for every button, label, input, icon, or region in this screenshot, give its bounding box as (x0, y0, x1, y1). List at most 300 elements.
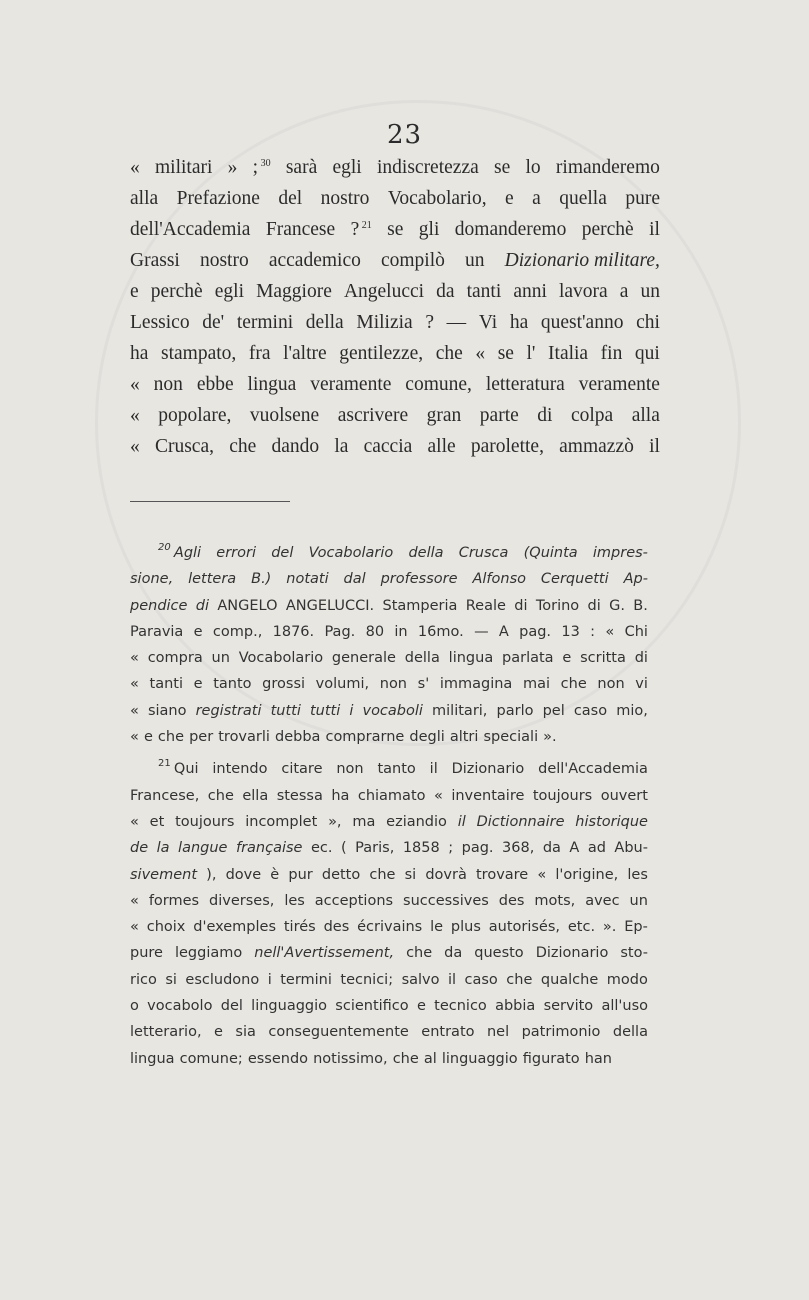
text-line (130, 276, 660, 307)
word: un (629, 892, 648, 909)
word: non (336, 761, 364, 778)
word: « (130, 157, 140, 178)
word: intendo (212, 761, 268, 778)
word: speciali (483, 729, 539, 746)
word: di (514, 597, 528, 614)
word: conseguentemente (268, 1024, 409, 1041)
word: patrimonio (521, 1024, 601, 1041)
word: di (537, 405, 553, 426)
word: Vocabolario, (387, 188, 487, 209)
word: Dictionnaire (476, 813, 565, 830)
word: il (429, 761, 438, 778)
word: autorisés, (488, 919, 561, 936)
word: a (532, 188, 541, 209)
footnote-line (130, 593, 648, 619)
footnote-line (130, 698, 648, 724)
word: tirés (283, 919, 316, 936)
word: l'altre (283, 343, 327, 364)
word: linguaggio (251, 998, 328, 1015)
footnote-line (130, 940, 648, 966)
word: inventaire (451, 787, 525, 804)
text-line (130, 369, 660, 400)
word: la (156, 840, 170, 857)
word: non (379, 676, 408, 693)
footnotes (130, 540, 648, 1072)
word: figurato (522, 1050, 580, 1067)
word: : (590, 623, 596, 640)
word: « (475, 343, 486, 364)
footnote-line (130, 566, 648, 592)
word: Maggiore (256, 281, 332, 302)
word: de (130, 840, 149, 857)
word: il (457, 813, 466, 830)
word: mai (522, 676, 551, 693)
word: ascrivere (337, 405, 409, 426)
word: choix (146, 919, 186, 936)
word: notissimo, (313, 1050, 388, 1067)
word: che (392, 1050, 419, 1067)
word: letteratura (485, 374, 565, 395)
word: indiscretezza (376, 157, 479, 178)
word: i (267, 971, 272, 988)
word: ha (130, 343, 149, 364)
word: non (153, 374, 183, 395)
word: alle (427, 436, 456, 457)
word: che (435, 343, 463, 364)
word: dell'Accademia (538, 761, 648, 778)
word: des (323, 919, 350, 936)
word: « (605, 623, 615, 640)
word: il (447, 971, 457, 988)
word: compra (147, 650, 203, 667)
text-line (130, 400, 660, 431)
word: ( (341, 840, 347, 857)
word: dando (271, 436, 320, 457)
word: lettera (188, 571, 237, 588)
word: scientifico (335, 998, 409, 1015)
word: Paris, (355, 840, 395, 857)
word: comprarne (325, 729, 405, 746)
text-line (130, 338, 660, 369)
word: et (149, 813, 165, 830)
word: Stamperia (382, 597, 458, 614)
footnote-mark: 20 (158, 542, 174, 553)
word: tanto (377, 761, 416, 778)
word: della (408, 545, 444, 561)
word: Prefazione (176, 188, 260, 209)
word: militari, (432, 702, 488, 719)
word: e (562, 650, 572, 667)
word: per (189, 729, 214, 746)
word: parlata (502, 650, 554, 667)
word: veramente (310, 374, 392, 395)
word: e (143, 729, 153, 746)
word: il (649, 219, 660, 240)
word: caso (464, 971, 498, 988)
word: l'origine, (555, 866, 619, 883)
word: A (498, 623, 509, 640)
text-line (130, 431, 660, 462)
word: d'exemples (193, 919, 276, 936)
word: del (278, 188, 303, 209)
word: pure (625, 188, 660, 209)
word: salvo (401, 971, 440, 988)
word: mio, (616, 702, 648, 719)
word: Grassi (130, 250, 180, 271)
word: citare (281, 761, 323, 778)
word: Ap- (623, 571, 648, 588)
word: Crusca, (154, 436, 214, 457)
word: questo (474, 945, 524, 962)
word: « (130, 729, 139, 746)
word: ella (242, 787, 269, 804)
word: ), (206, 866, 217, 883)
word: registrati (195, 702, 262, 719)
word: sione, (130, 571, 174, 588)
word: B.) (251, 571, 272, 588)
word: da (444, 945, 463, 962)
word: domanderemo (454, 219, 567, 240)
text-line (130, 307, 660, 338)
word: letterario, (130, 1024, 202, 1041)
word: che (229, 436, 257, 457)
word: che (157, 729, 185, 746)
word: ». (602, 919, 617, 936)
word: qui (634, 343, 660, 364)
word: egli (214, 281, 244, 302)
word: modo (606, 971, 648, 988)
word: fin (600, 343, 623, 364)
word: ad (587, 840, 606, 857)
word: entrato (421, 1024, 475, 1041)
word: fra (248, 343, 271, 364)
word: tutti (270, 702, 301, 719)
word: », (328, 813, 342, 830)
word: lavora (558, 281, 608, 302)
word: impres- (592, 545, 648, 561)
word: all'uso (601, 998, 648, 1015)
word: termini (236, 312, 294, 333)
word: Francese (265, 219, 336, 240)
word: vi (635, 676, 648, 693)
word: mots, (534, 892, 576, 909)
word: dal (343, 571, 366, 588)
word: lingua (247, 374, 297, 395)
word: incomplet (245, 813, 318, 830)
word: da (436, 281, 455, 302)
word: Lessico (130, 312, 190, 333)
word: plus (450, 919, 481, 936)
word: debba (274, 729, 321, 746)
word: « (130, 405, 140, 426)
main-text (130, 152, 660, 462)
word: ; (448, 840, 454, 857)
word: il (649, 436, 660, 457)
word: non (597, 676, 625, 693)
text-line (130, 245, 660, 276)
word: 1858 (402, 840, 440, 857)
word: caso (573, 702, 608, 719)
word: ; $^{30}$ (252, 157, 271, 178)
footnote-ref[interactable]: 21 (359, 220, 372, 231)
word: notati (286, 571, 329, 588)
word: 368, (502, 840, 535, 857)
word: veramente (578, 374, 660, 395)
word: della (305, 312, 344, 333)
word: e (193, 623, 203, 640)
word: pendice (130, 597, 188, 614)
word: » (227, 157, 238, 178)
word: l' (526, 343, 536, 364)
word: perchè (150, 281, 203, 302)
word: sia (235, 1024, 256, 1041)
word: del (271, 545, 294, 561)
word: han (584, 1050, 612, 1067)
word: etc. (567, 919, 596, 936)
word: linguaggio (441, 1050, 518, 1067)
word: ». (543, 729, 557, 746)
word: degli (409, 729, 445, 746)
word: accademico (268, 250, 361, 271)
word: essendo (247, 1050, 309, 1067)
word: pure (130, 945, 163, 962)
footnote-separator (130, 501, 290, 502)
word: toujours (532, 787, 593, 804)
word: (Quinta (523, 545, 578, 561)
word: altri (449, 729, 479, 746)
word: popolare, (158, 405, 232, 426)
word: les (627, 866, 648, 883)
word: e (130, 281, 139, 302)
word: Torino (535, 597, 580, 614)
word: « (433, 787, 443, 804)
word: ammazzò (559, 436, 634, 457)
word: le (430, 919, 444, 936)
word: Reale (465, 597, 506, 614)
word: $^{20}$ Agli (158, 542, 202, 561)
word: trovarli (218, 729, 270, 746)
word: « (537, 866, 547, 883)
word: « (130, 676, 139, 693)
word: comune; (179, 1050, 243, 1067)
word: rimanderemo (555, 157, 660, 178)
word: Alfonso (472, 571, 526, 588)
word: Milizia (356, 312, 413, 333)
word: dove (225, 866, 262, 883)
footnote-line (130, 835, 648, 861)
word: « (130, 650, 139, 667)
word: — (474, 623, 489, 640)
word: che (506, 971, 533, 988)
word: errori (216, 545, 257, 561)
word: ec. (310, 840, 333, 857)
word: historique (575, 813, 648, 830)
footnote-line (130, 993, 648, 1019)
footnote-line (130, 540, 648, 566)
word: tecnico (434, 998, 487, 1015)
word: escludono (185, 971, 260, 988)
word: caccia (363, 436, 413, 457)
word: qualche (540, 971, 599, 988)
word: abbia (495, 998, 536, 1015)
word: 1876. (272, 623, 315, 640)
word: comune, (405, 374, 472, 395)
word: la (334, 436, 349, 457)
word: stessa (276, 787, 323, 804)
word: langue (178, 840, 228, 857)
word: egli (332, 157, 362, 178)
word: ANGELUCCI. (285, 597, 375, 614)
word: ma (352, 813, 376, 830)
word: Crusca (458, 545, 509, 561)
word: Ep- (624, 919, 648, 936)
word: volumi, (315, 676, 370, 693)
word: écrivains (357, 919, 423, 936)
word: ha (331, 787, 350, 804)
word: de' (202, 312, 225, 333)
word: di (587, 597, 601, 614)
word: parlo (496, 702, 534, 719)
word: un (211, 650, 230, 667)
word: B. (633, 597, 648, 614)
word: nostro (199, 250, 249, 271)
word: les (284, 892, 305, 909)
word: vuolsene (249, 405, 320, 426)
word: — (446, 312, 467, 333)
word: Vocabolario (238, 650, 324, 667)
word: si (404, 866, 417, 883)
word: $^{21}$ Qui (158, 758, 199, 778)
word: « (130, 892, 139, 909)
word: alla (130, 188, 159, 209)
word: sto- (620, 945, 648, 962)
word: se (387, 219, 404, 240)
word: dell'Accademia (130, 219, 251, 240)
footnote-ref[interactable]: 30 (258, 158, 271, 169)
word: i (349, 702, 354, 719)
word: tanti (466, 281, 502, 302)
word: tanto (213, 676, 252, 693)
word: Dizionario (451, 761, 525, 778)
word: di (195, 597, 210, 614)
footnote-line (130, 914, 648, 940)
text-line (130, 214, 660, 245)
word: gli (418, 219, 440, 240)
word: 80 (365, 623, 385, 640)
footnote-line (130, 619, 648, 645)
word: Vocabolario (308, 545, 394, 561)
word: A (569, 840, 580, 857)
word: vocaboli (362, 702, 423, 719)
word: nel (486, 1024, 510, 1041)
word: tanti (149, 676, 183, 693)
word: e (214, 1024, 223, 1041)
word: si (165, 971, 177, 988)
word: gentilezze, (339, 343, 424, 364)
word: grossi (262, 676, 306, 693)
word: tutti (309, 702, 341, 719)
word: generale (331, 650, 396, 667)
word: « (130, 813, 139, 830)
word: parte (479, 405, 519, 426)
word: pag. (519, 623, 552, 640)
word: se (494, 157, 511, 178)
page-number: 23 (386, 120, 423, 150)
footnote-line (130, 809, 648, 835)
word: in (394, 623, 408, 640)
word: lo (525, 157, 541, 178)
word: Cerquetti (540, 571, 609, 588)
footnote-line (130, 967, 648, 993)
word: della (404, 650, 440, 667)
word: professore (380, 571, 458, 588)
word: Francese, (130, 787, 200, 804)
word: « (130, 919, 139, 936)
word: Pag. (324, 623, 356, 640)
footnote-mark: 21 (158, 758, 174, 770)
footnote-line (130, 724, 648, 750)
text-line (130, 152, 660, 183)
word: chiamato (357, 787, 426, 804)
word: stampato, (160, 343, 237, 364)
word: pel (542, 702, 565, 719)
word: lingua (448, 650, 494, 667)
word: avec (585, 892, 620, 909)
word: des (498, 892, 525, 909)
word: chi (636, 312, 660, 333)
footnote-line (130, 888, 648, 914)
text-line (130, 183, 660, 214)
word: nell'Avertissement, (254, 945, 395, 962)
word: toujours (175, 813, 235, 830)
word: Italia (548, 343, 589, 364)
word: compilò (380, 250, 445, 271)
footnote-line (130, 1046, 648, 1072)
word: sarà (285, 157, 318, 178)
word: ha (509, 312, 529, 333)
word: ebbe (196, 374, 234, 395)
word: Dizionario (535, 945, 609, 962)
word: tecnici; (340, 971, 394, 988)
word: anni (513, 281, 547, 302)
word: trovare (476, 866, 529, 883)
word: sivement (130, 866, 198, 883)
word: acceptions (314, 892, 394, 909)
word: militari (155, 157, 213, 178)
word: formes (148, 892, 200, 909)
word: Paravia (130, 623, 184, 640)
word: che (560, 676, 587, 693)
word: quella (559, 188, 607, 209)
word: detto (321, 866, 361, 883)
word: da (542, 840, 561, 857)
word: che (369, 866, 396, 883)
word: ? $^{21}$ (350, 219, 372, 240)
word: servito (543, 998, 594, 1015)
word: un (640, 281, 660, 302)
word: che (207, 787, 234, 804)
word: scritta (580, 650, 626, 667)
word: pur (288, 866, 313, 883)
word: del (220, 998, 243, 1015)
word: vocabolo (147, 998, 213, 1015)
word: G. (609, 597, 625, 614)
word: successives (403, 892, 489, 909)
word: della (612, 1024, 648, 1041)
footnote-line (130, 671, 648, 697)
word: s' (417, 676, 430, 693)
word: nostro (320, 188, 370, 209)
